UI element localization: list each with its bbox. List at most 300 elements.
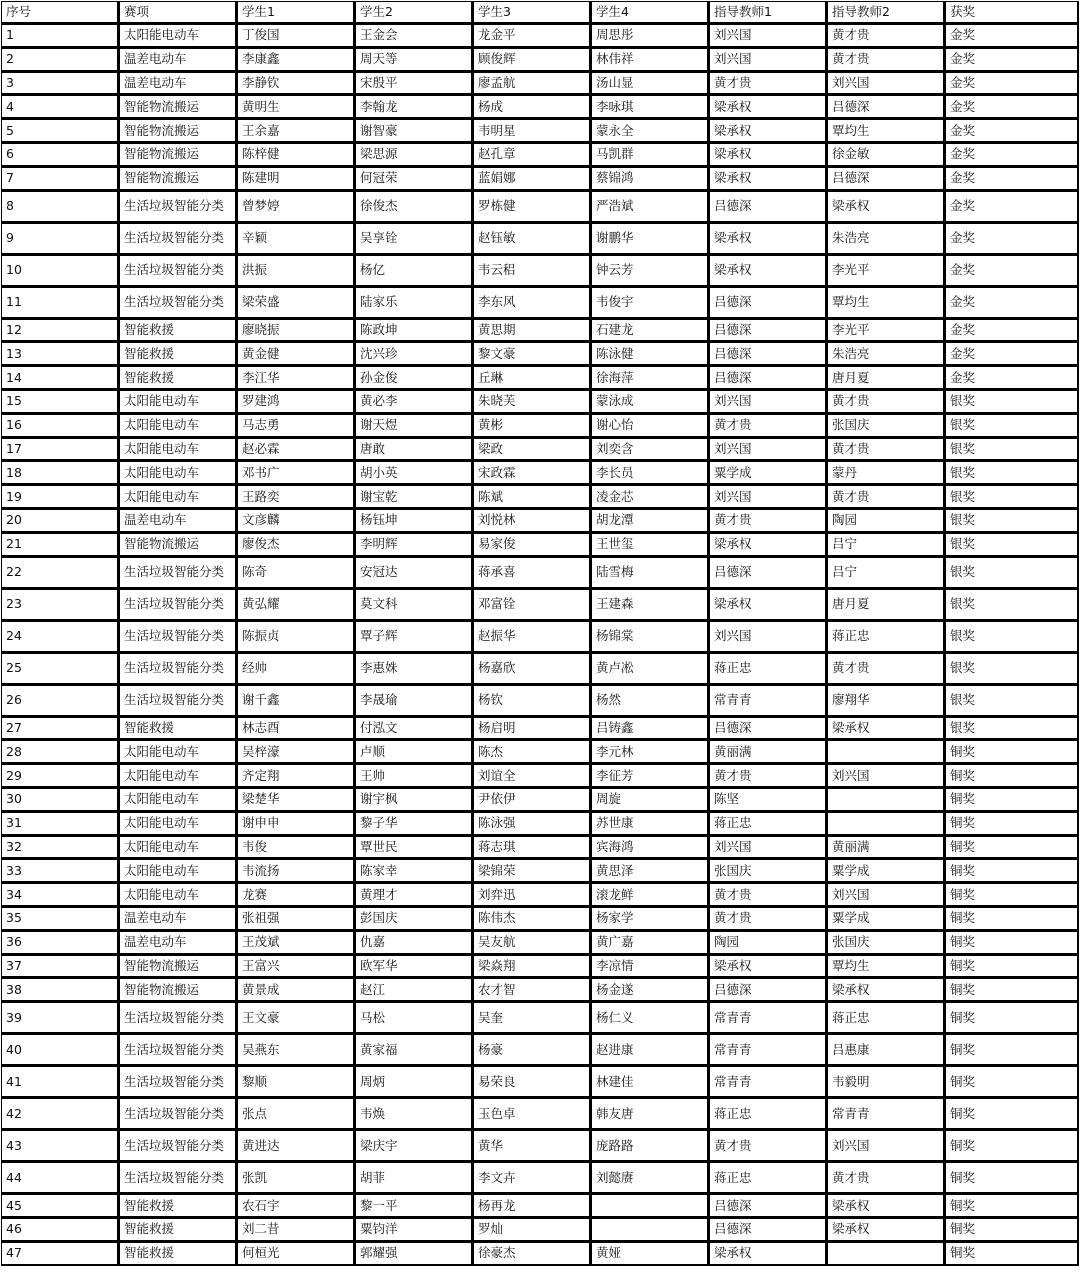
cell-student1[interactable]: 黄弘耀	[237, 589, 355, 621]
cell-teacher1[interactable]: 吕德深	[709, 717, 827, 741]
cell-event[interactable]: 太阳能电动车	[119, 788, 237, 812]
cell-index[interactable]: 26	[1, 685, 119, 717]
cell-index[interactable]: 21	[1, 533, 119, 557]
cell-student2[interactable]: 李晟瑜	[355, 685, 473, 717]
cell-student3[interactable]: 李文卉	[473, 1162, 591, 1194]
cell-award[interactable]: 金奖	[945, 287, 1079, 319]
cell-student2[interactable]: 周炳	[355, 1066, 473, 1098]
cell-student1[interactable]: 黄明生	[237, 95, 355, 119]
cell-index[interactable]: 31	[1, 812, 119, 836]
cell-teacher1[interactable]: 刘兴国	[709, 438, 827, 462]
cell-event[interactable]: 生活垃圾智能分类	[119, 1162, 237, 1194]
cell-teacher2[interactable]: 粟学成	[827, 859, 945, 883]
cell-teacher1[interactable]: 梁承权	[709, 1242, 827, 1266]
cell-teacher2[interactable]: 朱浩亮	[827, 342, 945, 366]
cell-student1[interactable]: 王富兴	[237, 955, 355, 979]
cell-student2[interactable]: 卢顺	[355, 740, 473, 764]
cell-student2[interactable]: 梁庆宇	[355, 1130, 473, 1162]
cell-index[interactable]: 14	[1, 366, 119, 390]
cell-teacher2[interactable]: 吕惠康	[827, 1034, 945, 1066]
cell-award[interactable]: 铜奖	[945, 1242, 1079, 1266]
cell-index[interactable]: 23	[1, 589, 119, 621]
cell-student2[interactable]: 安冠达	[355, 557, 473, 589]
cell-teacher1[interactable]: 刘兴国	[709, 485, 827, 509]
cell-teacher2[interactable]: 蒋正忠	[827, 621, 945, 653]
cell-student2[interactable]: 李惠姝	[355, 653, 473, 685]
cell-student1[interactable]: 陈振贞	[237, 621, 355, 653]
cell-index[interactable]: 41	[1, 1066, 119, 1098]
cell-student4[interactable]: 石建龙	[591, 319, 709, 343]
cell-teacher2[interactable]: 梁承权	[827, 717, 945, 741]
cell-student4[interactable]: 刘懿赓	[591, 1162, 709, 1194]
cell-award[interactable]: 银奖	[945, 533, 1079, 557]
cell-teacher1[interactable]: 常青青	[709, 1034, 827, 1066]
cell-student1[interactable]: 何桓光	[237, 1242, 355, 1266]
cell-teacher1[interactable]: 梁承权	[709, 95, 827, 119]
cell-student2[interactable]: 陈家幸	[355, 859, 473, 883]
cell-student2[interactable]: 周天等	[355, 48, 473, 72]
cell-student4[interactable]: 凌金芯	[591, 485, 709, 509]
cell-student3[interactable]: 陈斌	[473, 485, 591, 509]
cell-event[interactable]: 生活垃圾智能分类	[119, 1098, 237, 1130]
cell-student3[interactable]: 陈杰	[473, 740, 591, 764]
cell-student2[interactable]: 吴享铨	[355, 223, 473, 255]
cell-student1[interactable]: 洪振	[237, 255, 355, 287]
cell-student2[interactable]: 谢智豪	[355, 119, 473, 143]
cell-event[interactable]: 温差电动车	[119, 72, 237, 96]
cell-teacher2[interactable]	[827, 812, 945, 836]
cell-student1[interactable]: 陈奇	[237, 557, 355, 589]
cell-teacher2[interactable]: 徐金敏	[827, 143, 945, 167]
cell-event[interactable]: 智能物流搬运	[119, 955, 237, 979]
cell-award[interactable]: 金奖	[945, 48, 1079, 72]
cell-award[interactable]: 铜奖	[945, 955, 1079, 979]
cell-teacher2[interactable]: 梁承权	[827, 1218, 945, 1242]
cell-event[interactable]: 生活垃圾智能分类	[119, 653, 237, 685]
cell-event[interactable]: 生活垃圾智能分类	[119, 1130, 237, 1162]
cell-teacher2[interactable]: 黄才贵	[827, 1162, 945, 1194]
cell-teacher2[interactable]: 黄丽满	[827, 836, 945, 860]
cell-award[interactable]: 铜奖	[945, 1162, 1079, 1194]
cell-student1[interactable]: 王路奕	[237, 485, 355, 509]
cell-student2[interactable]: 杨亿	[355, 255, 473, 287]
cell-student2[interactable]: 谢宝乾	[355, 485, 473, 509]
cell-student3[interactable]: 蒋承喜	[473, 557, 591, 589]
cell-index[interactable]: 22	[1, 557, 119, 589]
cell-teacher2[interactable]	[827, 1242, 945, 1266]
cell-teacher2[interactable]: 刘兴国	[827, 72, 945, 96]
cell-student2[interactable]: 黄必李	[355, 390, 473, 414]
cell-index[interactable]: 40	[1, 1034, 119, 1066]
cell-teacher1[interactable]: 刘兴国	[709, 390, 827, 414]
cell-teacher1[interactable]: 梁承权	[709, 255, 827, 287]
cell-index[interactable]: 38	[1, 978, 119, 1002]
cell-award[interactable]: 铜奖	[945, 812, 1079, 836]
cell-teacher1[interactable]: 黄才贵	[709, 509, 827, 533]
cell-award[interactable]: 铜奖	[945, 764, 1079, 788]
cell-index[interactable]: 2	[1, 48, 119, 72]
cell-student1[interactable]: 黄金健	[237, 342, 355, 366]
cell-student1[interactable]: 丁俊国	[237, 24, 355, 48]
cell-event[interactable]: 智能救援	[119, 1218, 237, 1242]
cell-student1[interactable]: 黎顺	[237, 1066, 355, 1098]
cell-event[interactable]: 温差电动车	[119, 509, 237, 533]
header-cell-student3[interactable]: 学生3	[473, 1, 591, 24]
cell-student1[interactable]: 李静钦	[237, 72, 355, 96]
cell-student4[interactable]: 吕铸鑫	[591, 717, 709, 741]
cell-student4[interactable]: 黄思泽	[591, 859, 709, 883]
cell-student4[interactable]	[591, 1194, 709, 1218]
cell-student4[interactable]: 李征芳	[591, 764, 709, 788]
cell-index[interactable]: 6	[1, 143, 119, 167]
cell-index[interactable]: 27	[1, 717, 119, 741]
cell-teacher2[interactable]: 覃均生	[827, 955, 945, 979]
cell-index[interactable]: 33	[1, 859, 119, 883]
cell-index[interactable]: 18	[1, 461, 119, 485]
cell-student4[interactable]	[591, 1218, 709, 1242]
cell-student2[interactable]: 覃世民	[355, 836, 473, 860]
cell-student4[interactable]: 杨锦棠	[591, 621, 709, 653]
cell-student1[interactable]: 李江华	[237, 366, 355, 390]
cell-teacher1[interactable]: 梁承权	[709, 223, 827, 255]
cell-teacher1[interactable]: 吕德深	[709, 978, 827, 1002]
cell-student1[interactable]: 文彦麟	[237, 509, 355, 533]
cell-student1[interactable]: 龙赛	[237, 883, 355, 907]
cell-award[interactable]: 银奖	[945, 685, 1079, 717]
cell-student1[interactable]: 邓书广	[237, 461, 355, 485]
cell-student4[interactable]: 蒙永全	[591, 119, 709, 143]
cell-student4[interactable]: 庞路路	[591, 1130, 709, 1162]
cell-teacher1[interactable]: 吕德深	[709, 1218, 827, 1242]
cell-award[interactable]: 金奖	[945, 95, 1079, 119]
cell-event[interactable]: 智能物流搬运	[119, 978, 237, 1002]
cell-student4[interactable]: 周旋	[591, 788, 709, 812]
cell-award[interactable]: 铜奖	[945, 931, 1079, 955]
header-cell-event[interactable]: 赛项	[119, 1, 237, 24]
cell-student4[interactable]: 马凯群	[591, 143, 709, 167]
cell-event[interactable]: 太阳能电动车	[119, 438, 237, 462]
cell-teacher1[interactable]: 蒋正忠	[709, 1162, 827, 1194]
cell-student3[interactable]: 蓝娟娜	[473, 167, 591, 191]
cell-student2[interactable]: 黎子华	[355, 812, 473, 836]
cell-student4[interactable]: 严浩斌	[591, 191, 709, 223]
cell-teacher1[interactable]: 梁承权	[709, 143, 827, 167]
cell-student1[interactable]: 经帅	[237, 653, 355, 685]
cell-student4[interactable]: 赵进康	[591, 1034, 709, 1066]
cell-teacher2[interactable]: 梁承权	[827, 1194, 945, 1218]
cell-event[interactable]: 生活垃圾智能分类	[119, 557, 237, 589]
cell-student1[interactable]: 罗建鸿	[237, 390, 355, 414]
cell-student3[interactable]: 刘悦林	[473, 509, 591, 533]
cell-index[interactable]: 17	[1, 438, 119, 462]
cell-student3[interactable]: 梁政	[473, 438, 591, 462]
cell-teacher1[interactable]: 黄才贵	[709, 414, 827, 438]
cell-student4[interactable]: 蒙泳成	[591, 390, 709, 414]
cell-student1[interactable]: 王文豪	[237, 1002, 355, 1034]
cell-student3[interactable]: 赵钰敏	[473, 223, 591, 255]
cell-teacher1[interactable]: 陶园	[709, 931, 827, 955]
cell-event[interactable]: 智能物流搬运	[119, 119, 237, 143]
cell-student2[interactable]: 赵江	[355, 978, 473, 1002]
cell-award[interactable]: 银奖	[945, 485, 1079, 509]
cell-award[interactable]: 铜奖	[945, 836, 1079, 860]
cell-index[interactable]: 16	[1, 414, 119, 438]
cell-teacher2[interactable]: 梁承权	[827, 978, 945, 1002]
cell-student2[interactable]: 马松	[355, 1002, 473, 1034]
cell-student2[interactable]: 莫文科	[355, 589, 473, 621]
cell-student2[interactable]: 李明辉	[355, 533, 473, 557]
cell-student4[interactable]: 杨金遂	[591, 978, 709, 1002]
cell-teacher1[interactable]: 蒋正忠	[709, 653, 827, 685]
cell-student4[interactable]: 陆雪梅	[591, 557, 709, 589]
cell-event[interactable]: 生活垃圾智能分类	[119, 287, 237, 319]
cell-award[interactable]: 铜奖	[945, 1098, 1079, 1130]
cell-teacher2[interactable]: 李光平	[827, 319, 945, 343]
cell-student1[interactable]: 谢千鑫	[237, 685, 355, 717]
cell-teacher1[interactable]: 常青青	[709, 685, 827, 717]
cell-event[interactable]: 智能物流搬运	[119, 143, 237, 167]
header-cell-award[interactable]: 获奖	[945, 1, 1079, 24]
cell-index[interactable]: 47	[1, 1242, 119, 1266]
cell-student1[interactable]: 廖俊杰	[237, 533, 355, 557]
cell-teacher2[interactable]: 蒋正忠	[827, 1002, 945, 1034]
cell-award[interactable]: 铜奖	[945, 1130, 1079, 1162]
cell-teacher2[interactable]: 梁承权	[827, 191, 945, 223]
cell-student1[interactable]: 黄景成	[237, 978, 355, 1002]
cell-teacher1[interactable]: 吕德深	[709, 191, 827, 223]
cell-award[interactable]: 银奖	[945, 390, 1079, 414]
cell-student2[interactable]: 郭耀强	[355, 1242, 473, 1266]
cell-award[interactable]: 铜奖	[945, 883, 1079, 907]
cell-index[interactable]: 28	[1, 740, 119, 764]
cell-event[interactable]: 温差电动车	[119, 931, 237, 955]
cell-student3[interactable]: 杨启明	[473, 717, 591, 741]
cell-teacher1[interactable]: 刘兴国	[709, 48, 827, 72]
cell-student4[interactable]: 黄娅	[591, 1242, 709, 1266]
cell-student2[interactable]: 沈兴珍	[355, 342, 473, 366]
cell-index[interactable]: 11	[1, 287, 119, 319]
cell-student2[interactable]: 韦焕	[355, 1098, 473, 1130]
cell-award[interactable]: 金奖	[945, 342, 1079, 366]
cell-student1[interactable]: 梁荣盛	[237, 287, 355, 319]
cell-student1[interactable]: 张凯	[237, 1162, 355, 1194]
cell-student4[interactable]: 杨仁义	[591, 1002, 709, 1034]
cell-teacher2[interactable]: 黄才贵	[827, 48, 945, 72]
cell-award[interactable]: 铜奖	[945, 788, 1079, 812]
cell-student3[interactable]: 刘弈迅	[473, 883, 591, 907]
cell-student4[interactable]: 谢心怡	[591, 414, 709, 438]
cell-index[interactable]: 13	[1, 342, 119, 366]
cell-student4[interactable]: 李凉情	[591, 955, 709, 979]
cell-student4[interactable]: 李长员	[591, 461, 709, 485]
cell-student1[interactable]: 农石宇	[237, 1194, 355, 1218]
cell-award[interactable]: 金奖	[945, 24, 1079, 48]
cell-student4[interactable]: 杨然	[591, 685, 709, 717]
header-cell-teacher1[interactable]: 指导教师1	[709, 1, 827, 24]
cell-student2[interactable]: 覃子辉	[355, 621, 473, 653]
cell-award[interactable]: 银奖	[945, 589, 1079, 621]
cell-student2[interactable]: 唐敢	[355, 438, 473, 462]
cell-index[interactable]: 9	[1, 223, 119, 255]
cell-award[interactable]: 银奖	[945, 557, 1079, 589]
cell-student1[interactable]: 张祖强	[237, 907, 355, 931]
cell-event[interactable]: 生活垃圾智能分类	[119, 589, 237, 621]
cell-teacher1[interactable]: 张国庆	[709, 859, 827, 883]
cell-student4[interactable]: 汤山显	[591, 72, 709, 96]
cell-event[interactable]: 太阳能电动车	[119, 812, 237, 836]
cell-student2[interactable]: 梁思源	[355, 143, 473, 167]
header-cell-student2[interactable]: 学生2	[355, 1, 473, 24]
cell-student4[interactable]: 陈泳健	[591, 342, 709, 366]
cell-student2[interactable]: 谢天煜	[355, 414, 473, 438]
cell-student3[interactable]: 韦云稆	[473, 255, 591, 287]
cell-award[interactable]: 银奖	[945, 509, 1079, 533]
cell-event[interactable]: 生活垃圾智能分类	[119, 223, 237, 255]
cell-student4[interactable]: 李元林	[591, 740, 709, 764]
cell-student2[interactable]: 何冠荣	[355, 167, 473, 191]
cell-index[interactable]: 46	[1, 1218, 119, 1242]
cell-event[interactable]: 智能救援	[119, 1242, 237, 1266]
cell-teacher1[interactable]: 黄才贵	[709, 907, 827, 931]
cell-teacher1[interactable]: 黄才贵	[709, 72, 827, 96]
cell-student1[interactable]: 陈梓健	[237, 143, 355, 167]
cell-student3[interactable]: 吴友航	[473, 931, 591, 955]
cell-index[interactable]: 12	[1, 319, 119, 343]
cell-student4[interactable]: 黄卢凇	[591, 653, 709, 685]
cell-student1[interactable]: 马志勇	[237, 414, 355, 438]
cell-student1[interactable]: 李康鑫	[237, 48, 355, 72]
cell-index[interactable]: 29	[1, 764, 119, 788]
cell-award[interactable]: 铜奖	[945, 1218, 1079, 1242]
cell-student2[interactable]: 陆家乐	[355, 287, 473, 319]
cell-student3[interactable]: 梁锦荣	[473, 859, 591, 883]
cell-student3[interactable]: 易荣良	[473, 1066, 591, 1098]
cell-teacher1[interactable]: 梁承权	[709, 119, 827, 143]
cell-teacher2[interactable]: 唐月夏	[827, 366, 945, 390]
cell-student1[interactable]: 赵必霖	[237, 438, 355, 462]
cell-event[interactable]: 太阳能电动车	[119, 485, 237, 509]
cell-award[interactable]: 金奖	[945, 72, 1079, 96]
cell-student2[interactable]: 胡菲	[355, 1162, 473, 1194]
cell-award[interactable]: 银奖	[945, 653, 1079, 685]
header-cell-student4[interactable]: 学生4	[591, 1, 709, 24]
header-cell-index[interactable]: 序号	[1, 1, 119, 24]
cell-student3[interactable]: 邓富铨	[473, 589, 591, 621]
cell-teacher1[interactable]: 刘兴国	[709, 621, 827, 653]
cell-student1[interactable]: 陈建明	[237, 167, 355, 191]
cell-teacher2[interactable]: 覃均生	[827, 287, 945, 319]
cell-award[interactable]: 金奖	[945, 119, 1079, 143]
cell-teacher2[interactable]: 覃均生	[827, 119, 945, 143]
cell-student2[interactable]: 付泓文	[355, 717, 473, 741]
cell-student3[interactable]: 朱晓芙	[473, 390, 591, 414]
cell-award[interactable]: 金奖	[945, 143, 1079, 167]
cell-student1[interactable]: 曾梦婷	[237, 191, 355, 223]
cell-teacher1[interactable]: 梁承权	[709, 533, 827, 557]
cell-award[interactable]: 铜奖	[945, 907, 1079, 931]
cell-student1[interactable]: 谢申申	[237, 812, 355, 836]
cell-student4[interactable]: 周思彤	[591, 24, 709, 48]
cell-teacher1[interactable]: 吕德深	[709, 366, 827, 390]
cell-student4[interactable]: 滚龙鲜	[591, 883, 709, 907]
cell-index[interactable]: 37	[1, 955, 119, 979]
cell-student3[interactable]: 韦明星	[473, 119, 591, 143]
cell-student2[interactable]: 陈政坤	[355, 319, 473, 343]
cell-student3[interactable]: 罗灿	[473, 1218, 591, 1242]
cell-award[interactable]: 金奖	[945, 255, 1079, 287]
cell-student3[interactable]: 杨豪	[473, 1034, 591, 1066]
cell-teacher2[interactable]: 朱浩亮	[827, 223, 945, 255]
cell-event[interactable]: 太阳能电动车	[119, 461, 237, 485]
cell-index[interactable]: 32	[1, 836, 119, 860]
cell-award[interactable]: 铜奖	[945, 1194, 1079, 1218]
cell-teacher2[interactable]: 吕宁	[827, 557, 945, 589]
cell-student1[interactable]: 吴燕东	[237, 1034, 355, 1066]
cell-award[interactable]: 铜奖	[945, 1066, 1079, 1098]
cell-award[interactable]: 铜奖	[945, 859, 1079, 883]
cell-index[interactable]: 44	[1, 1162, 119, 1194]
cell-index[interactable]: 3	[1, 72, 119, 96]
cell-event[interactable]: 智能救援	[119, 1194, 237, 1218]
cell-student2[interactable]: 王帅	[355, 764, 473, 788]
cell-teacher2[interactable]: 黄才贵	[827, 24, 945, 48]
cell-index[interactable]: 7	[1, 167, 119, 191]
cell-student1[interactable]: 王余嘉	[237, 119, 355, 143]
cell-student3[interactable]: 梁焱翔	[473, 955, 591, 979]
cell-student2[interactable]: 欧军华	[355, 955, 473, 979]
cell-teacher2[interactable]	[827, 740, 945, 764]
cell-student1[interactable]: 林志酉	[237, 717, 355, 741]
cell-teacher1[interactable]: 吕德深	[709, 287, 827, 319]
cell-teacher2[interactable]: 刘兴国	[827, 883, 945, 907]
cell-event[interactable]: 温差电动车	[119, 48, 237, 72]
cell-student4[interactable]: 林伟祥	[591, 48, 709, 72]
cell-student3[interactable]: 农才智	[473, 978, 591, 1002]
cell-event[interactable]: 生活垃圾智能分类	[119, 255, 237, 287]
cell-student3[interactable]: 黄华	[473, 1130, 591, 1162]
cell-student3[interactable]: 黄彬	[473, 414, 591, 438]
header-cell-student1[interactable]: 学生1	[237, 1, 355, 24]
cell-teacher2[interactable]: 常青青	[827, 1098, 945, 1130]
cell-student3[interactable]: 吴奎	[473, 1002, 591, 1034]
cell-student1[interactable]: 刘二昔	[237, 1218, 355, 1242]
cell-student4[interactable]: 徐海萍	[591, 366, 709, 390]
cell-index[interactable]: 36	[1, 931, 119, 955]
cell-teacher2[interactable]: 张国庆	[827, 414, 945, 438]
cell-award[interactable]: 铜奖	[945, 1034, 1079, 1066]
cell-student2[interactable]: 仇嘉	[355, 931, 473, 955]
cell-teacher1[interactable]: 陈坚	[709, 788, 827, 812]
cell-award[interactable]: 银奖	[945, 414, 1079, 438]
cell-award[interactable]: 金奖	[945, 191, 1079, 223]
cell-student4[interactable]: 谢鹏华	[591, 223, 709, 255]
cell-award[interactable]: 金奖	[945, 366, 1079, 390]
cell-index[interactable]: 30	[1, 788, 119, 812]
cell-student4[interactable]: 李咏琪	[591, 95, 709, 119]
cell-event[interactable]: 智能救援	[119, 319, 237, 343]
cell-student3[interactable]: 廖孟航	[473, 72, 591, 96]
cell-index[interactable]: 45	[1, 1194, 119, 1218]
cell-index[interactable]: 10	[1, 255, 119, 287]
cell-student2[interactable]: 谢宇枫	[355, 788, 473, 812]
cell-teacher1[interactable]: 黄才贵	[709, 1130, 827, 1162]
cell-index[interactable]: 25	[1, 653, 119, 685]
cell-teacher1[interactable]: 吕德深	[709, 557, 827, 589]
cell-event[interactable]: 智能救援	[119, 342, 237, 366]
cell-student1[interactable]: 齐定翔	[237, 764, 355, 788]
cell-award[interactable]: 铜奖	[945, 1002, 1079, 1034]
cell-student4[interactable]: 钟云芳	[591, 255, 709, 287]
